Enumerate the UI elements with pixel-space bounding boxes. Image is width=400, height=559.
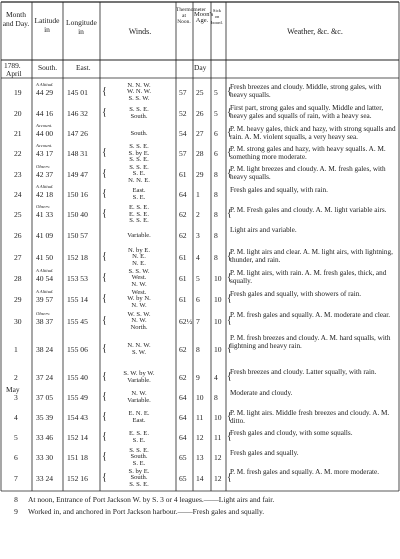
wind-entry: E. N. E. <box>128 410 150 418</box>
cell-weather: Fresh breezes and cloudy. Middle, strong gales, with heavy squalls. <box>230 83 382 100</box>
cell-obs-note: Account. <box>36 143 53 148</box>
cell-day: 25 <box>14 210 22 219</box>
cell-moon-age: 11 <box>196 413 204 422</box>
footnote-text: At noon, Entrance of Port Jackson W. by S. 3 or 4 leagues.——Light airs and fair. <box>28 495 275 504</box>
weather-brace: { <box>227 208 232 219</box>
cell-latitude: 35 39 <box>36 413 54 422</box>
cell-longitude: 149 47 <box>67 169 88 179</box>
cell-weather: P. M. strong gales and hazy, with heavy squalls. A. M. something more moderate. <box>230 145 386 162</box>
footnote-line <box>4 507 264 516</box>
cell-weather: Fresh gales and cloudy, with some squalls. <box>230 429 353 437</box>
wind-brace: { <box>102 370 107 382</box>
cell-latitude: 38 24 <box>36 345 54 354</box>
wind-brace: { <box>102 85 107 97</box>
cell-latitude: 33 46 <box>36 433 54 442</box>
cell-obs-note: A Altitud. <box>36 81 54 87</box>
wind-entry: S. S. E. <box>129 217 149 225</box>
cell-latitude: 37 24 <box>36 372 54 382</box>
cell-weather: Fresh gales and squally. <box>230 449 299 457</box>
wind-entry: S. E. <box>132 194 146 201</box>
wind-entry: Variable. <box>127 231 151 239</box>
footnote-line <box>4 495 274 504</box>
wind-entry: South. <box>130 112 148 120</box>
cell-longitude: 145 01 <box>67 87 88 97</box>
header-thermometer: Thermometer at Noon. <box>176 7 206 25</box>
header-date: Month and Day. <box>2 10 30 28</box>
cell-weather: P. M. light breezes and cloudy. A. M. fresh gales, with heavy squalls. <box>230 165 386 182</box>
wind-entry: N. W. <box>131 390 147 398</box>
cell-thermometer: 52 <box>179 108 187 118</box>
wind-entry: W. by N. <box>127 295 151 303</box>
weather-brace: { <box>227 471 232 483</box>
cell-thermometer: 61 <box>179 252 187 262</box>
cell-day: 20 <box>14 108 22 118</box>
wind-entry: Variable. <box>127 397 151 404</box>
cell-latitude: 43 17 <box>36 149 54 158</box>
wind-entry: East. <box>132 417 146 424</box>
cell-latitude: 37 05 <box>36 393 54 402</box>
cell-thermometer: 65 <box>179 452 187 462</box>
cell-latitude: 39 57 <box>36 294 54 304</box>
wind-brace: { <box>102 147 107 158</box>
wind-entry: E. S. E. <box>129 430 149 438</box>
weather-brace: { <box>227 85 232 97</box>
subheader-day: Day <box>194 63 207 72</box>
cell-day: 23 <box>14 169 22 179</box>
wind-entry: S. S. W. <box>128 94 150 102</box>
cell-latitude: 33 30 <box>36 452 54 462</box>
cell-moon-age: 29 <box>196 169 204 179</box>
wind-entry: East. <box>132 187 146 195</box>
wind-entry: N. N. W. <box>127 81 151 89</box>
header-longitude: Longitude in <box>66 18 97 36</box>
cell-sick: 8 <box>214 393 218 402</box>
cell-obs-note: Observ. <box>36 204 51 209</box>
cell-latitude: 44 29 <box>36 87 54 97</box>
cell-sick: 5 <box>214 108 218 118</box>
cell-thermometer: 65 <box>179 473 187 483</box>
cell-weather: Fresh breezes and cloudy. Latter squally, with rain. <box>230 368 377 376</box>
wind-entry: N. W. <box>131 280 147 288</box>
wind-brace: { <box>102 343 107 354</box>
weather-brace: { <box>227 106 232 118</box>
cell-sick: 5 <box>214 87 218 97</box>
wind-entry: S. S. E. <box>129 163 149 171</box>
cell-longitude: 155 06 <box>67 345 88 354</box>
cell-sick: 8 <box>214 231 218 240</box>
cell-weather: First part, strong gales and squally. Middle and latter, heavy gales and squalls of rain, with a heavy sea. <box>230 104 384 121</box>
wind-entry: N. E. <box>132 253 146 261</box>
wind-entry: N. E. <box>132 259 146 267</box>
weather-brace: { <box>227 147 232 158</box>
cell-latitude: 41 09 <box>36 231 54 240</box>
cell-weather: P. M. fresh breezes and cloudy. A. M. hard squalls, with lightning and heavy rain. <box>230 334 391 351</box>
wind-entry: S. S. E. <box>129 105 149 113</box>
cell-day: 5 <box>14 433 18 442</box>
cell-day: 27 <box>14 252 22 262</box>
cell-weather: P. M. light airs and clear. A. M. light airs, with lightning, thunder, and rain. <box>230 248 393 265</box>
wind-brace: { <box>102 188 107 199</box>
wind-entry: N. W. <box>131 317 147 325</box>
footnote-text: Worked in, and anchored in Port Jackson harbour.——Fresh gales and squally. <box>28 507 265 516</box>
cell-longitude: 155 45 <box>67 316 88 326</box>
cell-sick: 8 <box>214 210 218 219</box>
cell-weather: Fresh gales and squally, with showers of rain. <box>230 290 362 298</box>
wind-brace: { <box>102 167 107 179</box>
wind-entry: West. <box>131 274 147 282</box>
cell-sick: 8 <box>214 252 218 262</box>
cell-moon-age: 4 <box>196 252 200 262</box>
cell-longitude: 155 14 <box>67 294 88 304</box>
wind-brace: { <box>102 314 107 326</box>
cell-latitude: 44 16 <box>36 108 54 118</box>
cell-day: 1 <box>14 345 18 354</box>
wind-entry: S. S. E. <box>129 480 149 488</box>
cell-moon-age: 25 <box>196 87 204 97</box>
cell-day: 7 <box>14 473 18 483</box>
cell-moon-age: 14 <box>196 473 204 483</box>
wind-entry: West. <box>131 288 147 296</box>
cell-sick: 6 <box>214 129 218 138</box>
cell-sick: 4 <box>214 372 218 382</box>
cell-latitude: 40 54 <box>36 273 54 283</box>
cell-moon-age: 27 <box>196 129 204 138</box>
cell-thermometer: 64 <box>179 413 187 422</box>
cell-obs-note: A Altitud. <box>36 184 54 189</box>
weather-brace: { <box>227 127 232 138</box>
cell-longitude: 150 40 <box>67 210 88 219</box>
cell-weather: P. M. heavy gales, thick and hazy, with strong squalls and rain. A. M. violent squalls, a very heavy sea. <box>230 125 396 142</box>
cell-day: 22 <box>14 149 22 158</box>
wind-entry: E. S. E. <box>129 210 149 218</box>
cell-day: 19 <box>14 87 22 97</box>
cell-day: 30 <box>14 316 22 326</box>
cell-obs-note: Account. <box>36 123 53 128</box>
cell-moon-age: 26 <box>196 108 204 118</box>
wind-entry: S. by E. <box>128 467 150 475</box>
cell-moon-age: 10 <box>196 393 204 402</box>
wind-entry: S. S. E. <box>129 446 149 454</box>
wind-entry: S. S. E. <box>129 143 149 151</box>
cell-moon-age: 2 <box>196 210 200 219</box>
cell-thermometer: 62 <box>179 210 187 219</box>
header-winds: Winds. <box>128 27 152 36</box>
cell-sick: 10 <box>214 316 222 326</box>
cell-longitude: 147 26 <box>67 129 88 138</box>
wind-entry: N. N. E. <box>128 176 150 184</box>
cell-longitude: 152 16 <box>67 473 88 483</box>
cell-day: 4 <box>14 413 18 422</box>
cell-thermometer: 62 <box>179 345 187 354</box>
wind-entry: W. S. W. <box>127 310 151 318</box>
weather-brace: { <box>227 343 232 354</box>
weather-brace: { <box>227 250 232 262</box>
wind-entry: N. by E. <box>128 246 150 254</box>
cell-thermometer: 62 <box>179 231 187 240</box>
wind-entry: N. N. W. <box>127 342 151 350</box>
cell-weather: P. M. light airs, with rain. A. M. fresh gales, thick, and squally. <box>230 269 387 286</box>
header-weather: Weather, &c. &c. <box>287 27 343 36</box>
cell-longitude: 146 32 <box>67 108 88 118</box>
cell-latitude: 41 33 <box>36 210 54 219</box>
cell-sick: 12 <box>214 452 222 462</box>
weather-brace: { <box>227 167 232 179</box>
cell-obs-note: Observ. <box>36 310 51 316</box>
wind-brace: { <box>102 450 107 462</box>
weather-brace: { <box>227 271 232 283</box>
cell-moon-age: 6 <box>196 294 200 304</box>
cell-longitude: 151 18 <box>67 452 88 462</box>
cell-thermometer: 57 <box>179 87 187 97</box>
cell-thermometer: 61 <box>179 294 187 304</box>
weather-brace: { <box>227 314 232 326</box>
cell-thermometer: 57 <box>179 149 187 158</box>
wind-brace: { <box>102 391 107 402</box>
wind-entry: South. <box>130 474 148 482</box>
cell-longitude: 152 18 <box>67 252 88 262</box>
cell-weather: P. M. fresh gales and squally. A. M. more moderate. <box>230 468 380 476</box>
cell-thermometer: 62½ <box>179 316 193 326</box>
cell-longitude: 150 16 <box>67 190 88 199</box>
wind-entry: South. <box>130 453 148 461</box>
cell-weather: P. M. Fresh gales and cloudy. A. M. light variable airs. <box>230 206 387 214</box>
wind-entry: North. <box>130 323 148 331</box>
cell-moon-age: 5 <box>196 273 200 283</box>
wind-brace: { <box>102 411 107 422</box>
header-moon-age: Moon's Age. <box>194 11 214 24</box>
wind-brace: { <box>102 106 107 118</box>
cell-latitude: 41 50 <box>36 252 54 262</box>
cell-weather: Light airs and variable. <box>230 226 297 234</box>
wind-brace: { <box>102 208 107 219</box>
wind-entry: S. by E. <box>128 149 150 157</box>
footnote-day: 8 <box>14 495 18 504</box>
cell-obs-note: A Altitud. <box>36 267 54 273</box>
wind-entry: S. W. by W. <box>123 369 155 377</box>
cell-thermometer: 64 <box>179 433 187 442</box>
cell-thermometer: 62 <box>179 372 187 382</box>
cell-longitude: 154 43 <box>67 413 88 422</box>
cell-sick: 10 <box>214 345 222 354</box>
cell-longitude: 148 31 <box>67 149 88 158</box>
wind-brace: { <box>102 271 107 283</box>
cell-weather: Fresh gales and squally, with rain. <box>230 186 328 194</box>
cell-weather: Moderate and cloudy. <box>230 389 293 397</box>
wind-entry: S. S. E. <box>129 156 149 164</box>
header-sick: Sick on board. <box>211 8 223 25</box>
cell-day: 21 <box>14 129 22 138</box>
subheader-year: 1789. <box>4 61 21 70</box>
wind-entry: Variable. <box>127 376 151 384</box>
cell-sick: 10 <box>214 413 222 422</box>
cell-sick: 8 <box>214 169 218 179</box>
cell-longitude: 153 53 <box>67 273 88 283</box>
wind-brace: { <box>102 431 107 442</box>
wind-entry: S. E. <box>132 437 146 444</box>
header-latitude: Latitude in <box>34 16 60 34</box>
wind-entry: S. S. W. <box>128 267 150 275</box>
weather-brace: { <box>227 411 232 422</box>
month-label-may: May <box>6 385 20 394</box>
cell-day: 6 <box>14 452 18 462</box>
cell-latitude: 42 18 <box>36 190 54 199</box>
weather-brace: { <box>227 292 232 304</box>
cell-thermometer: 61 <box>179 273 187 283</box>
cell-moon-age: 8 <box>196 345 200 354</box>
cell-sick: 8 <box>214 190 218 199</box>
cell-longitude: 155 40 <box>67 372 88 382</box>
cell-moon-age: 12 <box>196 433 204 442</box>
cell-day: 29 <box>14 294 22 304</box>
wind-brace: { <box>102 292 107 304</box>
wind-brace: { <box>102 250 107 262</box>
cell-sick: 10 <box>214 294 222 304</box>
cell-longitude: 155 49 <box>67 393 88 402</box>
cell-sick: 10 <box>214 273 222 283</box>
cell-moon-age: 28 <box>196 149 204 158</box>
cell-day: 24 <box>14 190 22 199</box>
cell-moon-age: 3 <box>196 231 200 240</box>
wind-entry: S. W. <box>131 349 147 356</box>
cell-longitude: 152 14 <box>67 433 88 442</box>
cell-day: 26 <box>14 231 22 240</box>
cell-sick: 6 <box>214 149 218 158</box>
cell-latitude: 38 37 <box>36 316 54 326</box>
cell-thermometer: 64 <box>179 393 187 402</box>
cell-latitude: 33 24 <box>36 473 54 483</box>
wind-entry: N. W. <box>131 301 147 309</box>
cell-day: 2 <box>14 372 18 382</box>
cell-day: 28 <box>14 273 22 283</box>
wind-entry: W. N. W. <box>126 88 152 96</box>
wind-entry: S. E. <box>132 170 146 178</box>
cell-moon-age: 13 <box>196 452 204 462</box>
cell-latitude: 42 37 <box>36 169 54 179</box>
subheader-month: April <box>6 69 22 78</box>
footnote-day: 9 <box>14 507 18 516</box>
cell-weather: P. M. fresh gales and squally. A. M. moderate and clear. <box>230 311 391 319</box>
subheader-lat: South. <box>38 63 58 72</box>
wind-brace: { <box>102 471 107 483</box>
cell-sick: 12 <box>214 473 222 483</box>
wind-entry: E. S. E. <box>129 204 149 212</box>
cell-thermometer: 54 <box>179 129 187 138</box>
cell-obs-note: A Altitud. <box>36 288 54 294</box>
cell-day: 3 <box>14 393 18 402</box>
subheader-lon: East. <box>76 63 91 72</box>
cell-moon-age: 7 <box>196 316 200 326</box>
cell-sick: 11 <box>214 433 222 442</box>
cell-thermometer: 61 <box>179 169 187 179</box>
cell-moon-age: 1 <box>196 190 200 199</box>
wind-entry: South. <box>130 129 148 137</box>
wind-entry: S. E. <box>132 459 146 467</box>
cell-moon-age: 9 <box>196 372 200 382</box>
cell-latitude: 44 00 <box>36 129 54 138</box>
cell-longitude: 150 57 <box>67 231 88 240</box>
cell-obs-note: Observ. <box>36 163 51 169</box>
cell-weather: P. M. light airs. Middle fresh breezes and cloudy. A. M. ditto. <box>230 409 390 426</box>
weather-brace: { <box>227 370 232 382</box>
cell-thermometer: 64 <box>179 190 187 199</box>
weather-brace: { <box>227 431 232 442</box>
